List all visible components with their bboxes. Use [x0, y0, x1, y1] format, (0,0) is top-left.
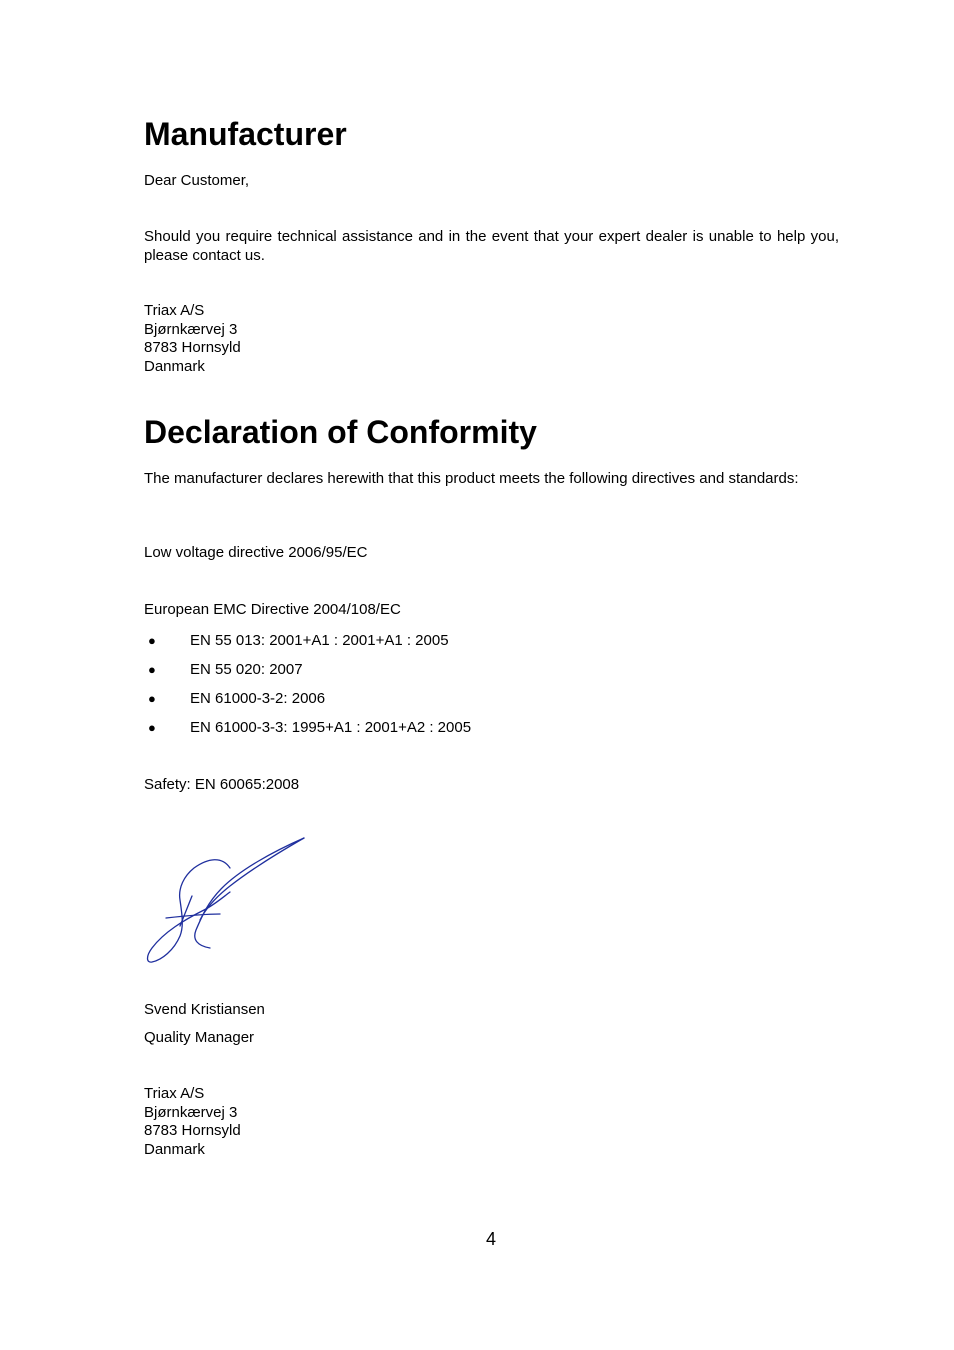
signature-image — [144, 834, 314, 966]
assistance-paragraph: Should you require technical assistance and in the event that your expert dealer is unable to help you, please contact us. — [144, 228, 839, 264]
address-company: Triax A/S — [144, 302, 205, 319]
address-street: Bjørnkærvej 3 — [144, 320, 238, 338]
standard-text: EN 55 013: 2001+A1 : 2001+A1 : 2005 — [190, 632, 449, 649]
standard-text: EN 55 020: 2007 — [190, 661, 303, 678]
standard-text: EN 61000-3-2: 2006 — [190, 690, 326, 707]
standard-text: EN 61000-3-3: 1995+A1 : 2001+A2 : 2005 — [190, 719, 472, 736]
declaration-heading: Declaration of Conformity — [144, 414, 537, 450]
signatory-title: Quality Manager — [144, 1029, 255, 1046]
signatory-address — [144, 1085, 241, 1159]
address-street: Bjørnkærvej 3 — [144, 1103, 238, 1121]
address-company: Triax A/S — [144, 1085, 205, 1102]
bullet-icon: ● — [148, 691, 156, 706]
greeting-text: Dear Customer, — [144, 172, 250, 189]
bullet-icon: ● — [148, 720, 156, 735]
safety-standard: Safety: EN 60065:2008 — [144, 776, 300, 793]
manufacturer-address — [144, 302, 241, 376]
address-country: Danmark — [144, 1140, 205, 1158]
address-city: 8783 Hornsyld — [144, 339, 241, 357]
page-number: 4 — [485, 1229, 496, 1249]
bullet-icon: ● — [148, 662, 156, 677]
address-city: 8783 Hornsyld — [144, 1122, 241, 1140]
bullet-icon: ● — [148, 633, 156, 648]
emc-directive: European EMC Directive 2004/108/EC — [144, 601, 401, 618]
low-voltage-directive: Low voltage directive 2006/95/EC — [144, 544, 368, 561]
address-country: Danmark — [144, 357, 205, 375]
declaration-intro: The manufacturer declares herewith that this product meets the following directives and standards: — [144, 470, 799, 487]
signature-strokes — [148, 838, 305, 962]
manufacturer-heading: Manufacturer — [144, 116, 347, 152]
signatory-name: Svend Kristiansen — [144, 1001, 265, 1018]
